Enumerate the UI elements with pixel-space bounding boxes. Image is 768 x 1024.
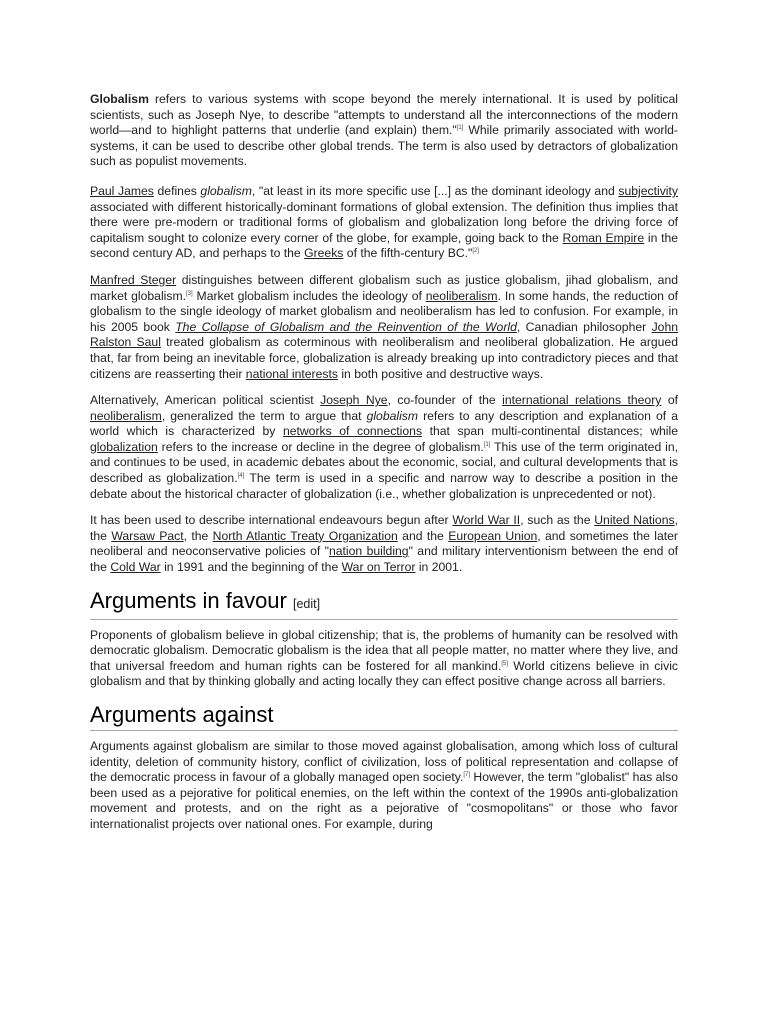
text: of: [661, 393, 678, 408]
link-european-union[interactable]: European Union: [448, 528, 538, 543]
text: , and sometimes the later neoliberal and neoconservative policies of ": [90, 528, 678, 559]
text: Alternatively, American political scientist: [90, 393, 321, 408]
link-joseph-nye[interactable]: Joseph Nye: [320, 393, 388, 408]
paragraph-steger: [90, 273, 678, 382]
paragraph-nye: [90, 393, 678, 502]
link-warsaw-pact[interactable]: Warsaw Pact: [111, 528, 184, 543]
text: , the: [90, 513, 678, 543]
citation-ref[interactable]: [1]: [456, 125, 464, 132]
citation-ref[interactable]: [2]: [472, 248, 480, 255]
text: Arguments against globalism are similar to those moved against globalisation, among which loss of cultural identity, deletion of community history, conflict of civilization, loss of political representation and collapse of the democratic process in favour of a globally managed open society.: [90, 739, 678, 785]
citation-ref[interactable]: [5]: [501, 660, 509, 667]
citation-ref[interactable]: [4]: [237, 473, 245, 480]
link-united-nations[interactable]: United Nations: [594, 513, 675, 528]
text: , such as the: [520, 513, 595, 528]
text: that span multi-continental distances; while: [422, 424, 678, 439]
text: . In some hands, the reduction of globalism to the single ideology of market globalism and neoliberalism has led to confusion. For example, in his 2005 book: [90, 288, 678, 334]
term-globalism: Globalism: [90, 92, 149, 106]
section-heading-against: [90, 702, 678, 731]
article-body: [90, 92, 678, 844]
section-title: Arguments in favour: [90, 587, 287, 613]
citation-ref[interactable]: [3]: [186, 290, 193, 297]
link-manfred-steger[interactable]: Manfred Steger: [90, 272, 177, 287]
link-war-on-terror[interactable]: War on Terror: [341, 560, 416, 575]
edit-section-link[interactable]: [edit]: [293, 596, 321, 611]
paragraph-favour: [90, 628, 678, 690]
text: in 1991 and the beginning of the: [160, 560, 342, 575]
link-cold-war[interactable]: Cold War: [110, 560, 161, 575]
link-networks-of-connections[interactable]: networks of connections: [282, 424, 423, 439]
text: defines: [153, 183, 201, 198]
text: It has been used to describe international endeavours begun after: [90, 513, 453, 528]
text: , the: [183, 528, 213, 543]
paragraph-paul-james: [90, 184, 678, 262]
text: of the fifth-century BC.": [343, 246, 473, 261]
text: distinguishes between different globalism such as justice globalism, jihad globalism, and market globalism.: [90, 272, 678, 303]
link-john-ralston-saul[interactable]: John Ralston Saul: [90, 319, 679, 350]
text: in the second century AD, and perhaps to the: [90, 230, 679, 261]
link-roman-empire[interactable]: Roman Empire: [562, 230, 645, 245]
intro-paragraph: [90, 92, 678, 170]
link-greeks[interactable]: Greeks: [304, 246, 344, 261]
link-neoliberalism[interactable]: neoliberalism: [90, 408, 162, 423]
text: in both positive and destructive ways.: [337, 366, 544, 381]
text: Proponents of globalism believe in global citizenship; that is, the problems of humanity can be resolved with democratic globalism. Democratic globalism is the idea that all people matter, no matter where they live, and that universal freedom and human rights can be fostered for all mankind.: [90, 627, 678, 673]
section-heading-favour: [90, 588, 678, 620]
emphasis-globalism: globalism: [366, 408, 419, 423]
text: and the: [397, 528, 449, 543]
text: treated globalism as coterminous with neoliberalism and neoliberal globalization. He argued that, far from being an inevitable force, globalization is already breaking up into contradictory pieces and that citizens are reasserting their: [90, 335, 678, 381]
paragraph-endeavours: [90, 513, 678, 575]
link-subjectivity[interactable]: subjectivity: [618, 183, 678, 198]
emphasis-globalism: globalism: [200, 183, 252, 198]
link-book-collapse-of-globalism[interactable]: The Collapse of Globalism and the Reinvention of the World: [175, 319, 517, 334]
link-national-interests[interactable]: national interests: [245, 366, 338, 381]
text: While primarily associated with world-systems, it can be used to describe other global trends. The term is also used by detractors of globalization such as populist movements.: [90, 123, 678, 169]
link-neoliberalism[interactable]: neoliberalism: [425, 288, 498, 303]
text: This use of the term originated in, and continues to be used, in academic debates about the economic, social, and cultural developments that is described as globalization.: [90, 439, 678, 486]
text: World citizens believe in civic globalism and that by thinking globally and acting locally they can effect positive change across all barriers.: [90, 658, 678, 689]
citation-ref[interactable]: [1]: [483, 441, 491, 448]
text: in 2001.: [415, 560, 463, 575]
section-title: Arguments against: [90, 702, 274, 727]
text: , "at least in its more specific use [...] as the dominant ideology and: [251, 183, 619, 198]
link-paul-james[interactable]: Paul James: [90, 183, 154, 198]
link-ir-theory[interactable]: international relations theory: [502, 393, 662, 408]
link-nato[interactable]: North Atlantic Treaty Organization: [212, 528, 398, 543]
text: The term is used in a specific and narrow way to describe a position in the debate about the historical character of globalization (i.e., whether globalization is unprecedented or not).: [90, 471, 678, 501]
text: , Canadian philosopher: [516, 319, 652, 334]
citation-ref[interactable]: [7]: [463, 772, 471, 779]
text: refers to various systems with scope beyond the merely international. It is used by political scientists, such as Joseph Nye, to describe "attempts to understand all the interconnections of the modern world—and to highlight patterns that underlie (and explain) them.": [90, 92, 678, 138]
link-world-war-ii[interactable]: World War II: [452, 513, 521, 528]
text: , generalized the term to argue that: [161, 408, 367, 423]
text: However, the term "globalist" has also been used as a pejorative for political enemies, on the left within the context of the 1990s anti-globalization movement and protests, and on the right as a pejorative of "cosmopolitans" or those who favor internationalist projects over national ones. For example, during: [90, 770, 678, 831]
text: " and military interventionism between the end of the: [90, 544, 678, 575]
link-nation-building[interactable]: nation building: [328, 544, 409, 559]
text: associated with different historically-dominant formations of global extension. The definition thus implies that there were pre-modern or traditional forms of globalism and globalization long before the driving force of capitalism sought to colonize every corner of the globe, for example, going back to the: [90, 199, 678, 245]
text: refers to the increase or decline in the degree of globalism.: [157, 439, 484, 454]
paragraph-against: [90, 739, 678, 833]
link-globalization[interactable]: globalization: [90, 439, 158, 454]
text: , co-founder of the: [387, 393, 503, 408]
text: refers to any description and explanation of a world which is characterized by: [90, 408, 678, 439]
text: Market globalism includes the ideology of: [192, 288, 426, 303]
